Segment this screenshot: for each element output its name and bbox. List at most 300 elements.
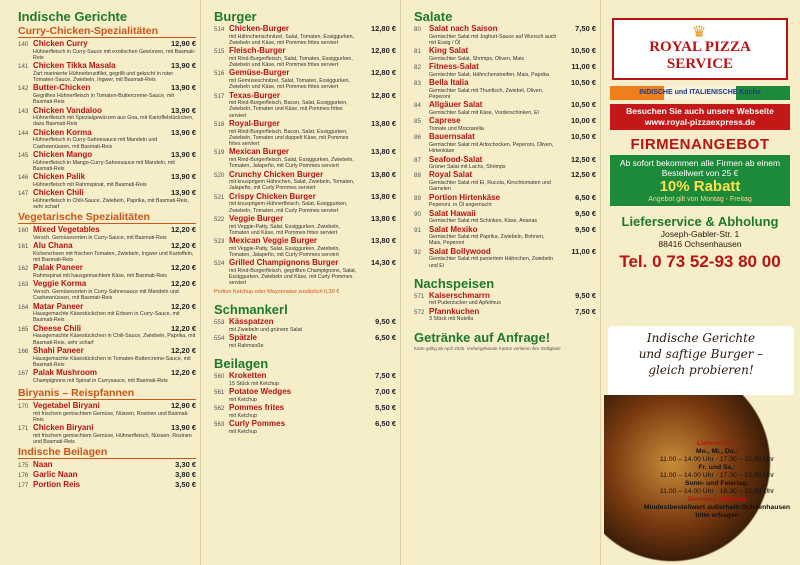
- item-name: Portion Hirtenkäse: [429, 193, 501, 202]
- menu-item[interactable]: [18, 151, 196, 172]
- menu-item[interactable]: [414, 171, 596, 192]
- firmenangebot-title: FIRMENANGEBOT: [630, 136, 770, 153]
- item-name: Vegetabel Biryani: [33, 402, 100, 410]
- validity-note: Karte gültig ab April 2025. Vorhergehende Karten verlieren ihre Gültigkeit!: [414, 345, 561, 351]
- item-description: Hühnerfleisch in Curry-Sahnesauce mit Mandeln und Cashewnüssen, mit Basmati-Reis: [33, 137, 158, 150]
- menu-item[interactable]: [414, 101, 596, 116]
- item-description: mit Zwiebeln und grünem Salat: [229, 327, 303, 334]
- logo-text-1: ROYAL PIZZA: [649, 39, 751, 55]
- menu-item-row: [18, 189, 196, 198]
- menu-item-row: [18, 481, 196, 490]
- item-number: 563: [214, 421, 225, 429]
- item-price: 7,50 €: [575, 24, 596, 33]
- menu-item-row: [214, 259, 396, 268]
- menu-item-row: [214, 237, 396, 246]
- menu-item-row: [214, 404, 396, 413]
- item-price: 13,80 €: [370, 147, 396, 157]
- section-heading: Biryanis – Reispfannen: [18, 387, 196, 400]
- menu-item-row: [414, 47, 596, 56]
- menu-item-row: [214, 47, 396, 56]
- section-heading: Burger: [214, 9, 257, 24]
- item-description: Hühnerfleisch in Curry-Sauce mit exotischen Gewürzen, mit Basmati-Reis: [33, 48, 196, 61]
- item-price: 13,90 €: [170, 172, 196, 182]
- item-description: 15 Stück mit Ketchup: [229, 380, 280, 387]
- item-price: 12,20 €: [170, 263, 196, 273]
- item-price: 9,50 €: [575, 208, 596, 218]
- item-number: 517: [214, 92, 225, 100]
- item-name: Chicken Biryani: [33, 424, 94, 432]
- item-name: Shahi Paneer: [33, 347, 84, 355]
- menu-item-row: [414, 194, 596, 203]
- item-price: 13,80 €: [370, 213, 396, 223]
- menu-item-row: [414, 63, 596, 72]
- menu-item[interactable]: [18, 347, 196, 368]
- menu-item-row: [18, 369, 196, 378]
- item-name: Salat Bollywood: [429, 247, 491, 256]
- item-number: 82: [414, 64, 421, 72]
- slogan-line-2: und saftige Burger –: [638, 347, 764, 361]
- item-price: 3,50 €: [175, 479, 196, 489]
- item-name: Bella Italia: [429, 79, 469, 87]
- menu-item-row: [18, 226, 196, 235]
- menu-item-row: [414, 171, 596, 180]
- item-description: Gemischter Salat mit Thunfisch, Zwiebel, Oliven, Peperoni: [429, 87, 544, 100]
- item-price: 7,50 €: [575, 306, 596, 316]
- menu-item[interactable]: [18, 84, 196, 105]
- item-price: 12,90 €: [170, 401, 196, 410]
- menu-item-row: [18, 424, 196, 433]
- menu-item[interactable]: [214, 171, 396, 192]
- item-number: 515: [214, 48, 225, 56]
- section-heading: Indische Beilagen: [18, 446, 196, 459]
- item-price: 9,50 €: [375, 317, 396, 327]
- item-number: 167: [18, 370, 29, 378]
- item-name: Pfannkuchen: [429, 307, 480, 316]
- menu-item-row: [214, 420, 396, 429]
- menu-item-row: [18, 461, 196, 470]
- item-description: Grüner Salat mit Lachs, Shrimps: [429, 164, 506, 171]
- item-price: 13,80 €: [370, 118, 396, 128]
- section-heading: Nachspeisen: [414, 275, 495, 291]
- menu-item[interactable]: [214, 69, 396, 90]
- menu-item[interactable]: [214, 334, 396, 349]
- item-number: 145: [18, 151, 29, 159]
- item-price: 11,00 €: [571, 62, 596, 72]
- item-name: Kaiserschmarrn: [429, 291, 490, 300]
- item-number: 86: [414, 134, 421, 142]
- hours-day-1: Mo., Mi., Do.:: [696, 448, 738, 455]
- menu-item[interactable]: [214, 193, 396, 214]
- item-number: 520: [214, 171, 225, 179]
- item-name: Butter-Chicken: [33, 84, 91, 92]
- item-description: Champignons mit Spinat in Currysauce, mit Basmati-Reis: [33, 377, 168, 384]
- item-price: 12,20 €: [170, 323, 196, 333]
- item-description: mit Ketchup: [229, 412, 257, 419]
- indische-gerichte-title: Indische Gerichte: [18, 9, 128, 24]
- hours-closed: Dienstag Ruhetag: [688, 496, 746, 503]
- menu-item-row: [18, 264, 196, 273]
- item-description: mit Rahmsoße: [229, 343, 264, 350]
- item-name: Chicken Mango: [33, 150, 93, 159]
- item-number: 85: [414, 118, 421, 126]
- item-description: Gemischter Salat mit Paprika, Zwiebeln, Bohnen, Mais, Peperoni: [429, 234, 545, 247]
- item-price: 14,30 €: [370, 258, 396, 268]
- item-description: mit Rind-Burgerfleisch, Salat, Essiggurken, Zwiebeln, Tomaten, Jalapeño, mit Curly Pommes serviert: [229, 156, 354, 170]
- item-number: 164: [18, 303, 29, 311]
- menu-item[interactable]: [414, 308, 596, 323]
- menu-item[interactable]: [414, 248, 596, 269]
- item-number: 561: [214, 389, 225, 397]
- item-description: Hühnerfleisch mit Rahmspinat, mit Basmati-Reis: [33, 181, 147, 188]
- menu-item-row: [18, 173, 196, 182]
- menu-item[interactable]: [18, 189, 196, 210]
- ketchup-note: Portion Ketchup oder Mayonnaise zusätzlich 0,30 €: [214, 289, 340, 296]
- item-price: 13,90 €: [170, 149, 196, 159]
- slogan-line-3: gleich probieren!: [648, 363, 754, 377]
- menu-item[interactable]: [414, 194, 596, 209]
- item-number: 521: [214, 193, 225, 201]
- item-description: mit knusprigem Hähnchen, Salat, Zwiebeln, Tomaten, Jalapeño, mit Curly Pommes serviert: [229, 179, 355, 192]
- min-order-note: bitte erfragen: [695, 512, 739, 519]
- menu-item-row: [214, 372, 396, 381]
- menu-item[interactable]: [18, 303, 196, 324]
- item-description: mit frischem gemischtem Gemüse, Nüssen, Rosinen und Basmati-Reis: [33, 410, 190, 423]
- menu-item[interactable]: [414, 292, 596, 307]
- menu-item[interactable]: [18, 461, 196, 470]
- item-number: 81: [414, 48, 421, 56]
- item-description: 3 Stück mit Nutella: [429, 316, 474, 323]
- item-price: 12,20 €: [170, 346, 196, 356]
- menu-item[interactable]: [18, 481, 196, 490]
- menu-item[interactable]: [18, 264, 196, 279]
- item-price: 13,90 €: [170, 83, 196, 93]
- item-price: 12,80 €: [370, 68, 396, 78]
- menu-item[interactable]: [214, 404, 396, 419]
- item-name: Spätzle: [229, 334, 258, 343]
- item-price: 13,90 €: [170, 423, 196, 433]
- firm-validity: Angebot gilt von Montag - Freitag: [648, 196, 752, 203]
- item-price: 13,90 €: [170, 188, 196, 198]
- delivery-title: Lieferservice & Abholung: [621, 214, 779, 229]
- item-price: 10,50 €: [570, 78, 596, 88]
- menu-item[interactable]: [18, 280, 196, 301]
- menu-item-row: [214, 215, 396, 224]
- menu-item[interactable]: [18, 40, 196, 61]
- item-number: 146: [18, 174, 29, 182]
- menu-item-row: [414, 210, 596, 219]
- item-number: 524: [214, 260, 225, 268]
- item-name: Fleisch-Burger: [229, 47, 286, 55]
- website-url[interactable]: www.royal-pizzaexpress.de: [644, 117, 756, 127]
- item-name: Mexican Veggie Burger: [229, 237, 318, 245]
- item-description: mit Ketchup: [229, 396, 257, 403]
- hours-day-3: Sonn- und Feiertag:: [684, 480, 750, 487]
- item-name: Alu Chana: [33, 242, 73, 250]
- item-description: mit Gemüseschnitzel, Salat, Tomaten, Essiggurken, Zwiebeln und Käse, mit Pommes frites serviert: [229, 77, 350, 91]
- menu-item[interactable]: [214, 420, 396, 435]
- firmenangebot-box: [610, 155, 790, 206]
- item-description: Hühnerfleisch in Mango-Curry-Sahnesauce mit Mandeln, mit Basmati-Reis: [33, 159, 175, 172]
- item-description: Gemischter Salat mit Ei, Rucola, Kirschtomaten und Garnelen: [429, 180, 551, 193]
- menu-item[interactable]: [18, 242, 196, 263]
- item-price: 6,50 €: [375, 333, 396, 343]
- menu-item[interactable]: [214, 388, 396, 403]
- firm-discount: 10% Rabatt: [659, 178, 741, 195]
- item-description: Versch. Gemüsesorten in Curry-Sauce, mit Basmati-Reis: [33, 234, 167, 241]
- menu-item-row: [214, 334, 396, 343]
- menu-item[interactable]: [18, 471, 196, 480]
- menu-item-row: [414, 25, 596, 34]
- menu-item[interactable]: [214, 372, 396, 387]
- item-number: 176: [18, 472, 29, 480]
- hours-time-2: 11.00 – 14.00 Uhr · 17.00 – 23.00 Uhr: [659, 472, 775, 479]
- menu-item-row: [414, 308, 596, 317]
- website-text: Besuchen Sie auch unsere Webseite: [626, 106, 774, 116]
- menu-item-row: [414, 117, 596, 126]
- menu-item-row: [214, 148, 396, 157]
- menu-item[interactable]: [18, 369, 196, 384]
- item-number: 571: [414, 292, 425, 300]
- menu-item[interactable]: [18, 129, 196, 150]
- menu-item[interactable]: [214, 120, 396, 147]
- item-description: Kichererbsen mit frischen Tomaten, Zwiebeln, Ingwer und Kartoffeln, mit Basmati-Reis: [33, 250, 194, 264]
- website-banner[interactable]: [610, 104, 790, 130]
- menu-item-row: [214, 388, 396, 397]
- menu-item[interactable]: [214, 237, 396, 258]
- item-price: 12,20 €: [170, 225, 196, 235]
- item-number: 522: [214, 215, 225, 223]
- item-price: 7,50 €: [375, 371, 396, 381]
- item-price: 9,50 €: [575, 224, 596, 234]
- menu-item-row: [18, 471, 196, 480]
- item-name: Garlic Naan: [33, 471, 78, 479]
- item-number: 162: [18, 265, 29, 273]
- item-number: 87: [414, 156, 421, 164]
- item-description: mit Rind-Burgerfleisch, gegrillten Champignons, Salat, Essiggurken, Zwiebeln und Käse, mit Curly Pommes serviert: [229, 267, 357, 287]
- item-price: 13,90 €: [170, 127, 196, 137]
- menu-item-row: [414, 133, 596, 142]
- menu-item[interactable]: [18, 424, 196, 445]
- item-name: Chicken Curry: [33, 40, 88, 48]
- item-description: Hühnerfleisch in Chili-Sauce, Zwiebeln, Paprika, mit Basmati-Reis, sehr scharf: [33, 197, 190, 210]
- item-description: Gemischter Salat mit Schinken, Käse, Ananas: [429, 218, 538, 225]
- item-number: 90: [414, 210, 421, 218]
- item-price: 7,00 €: [375, 387, 396, 397]
- item-name: Pommes frites: [229, 404, 285, 412]
- item-description: Gemischter Salat mit Käse, Vorderschinken, Ei: [429, 109, 539, 116]
- cuisine-banner: INDISCHE und ITALIENISCHE Küche: [610, 86, 790, 100]
- item-description: Gemischter Salat mit Joghurt-Sauce auf Wunsch auch mit Essig / Öl: [429, 33, 557, 46]
- item-name: Kroketten: [229, 372, 267, 380]
- item-name: Cheese Chili: [33, 324, 82, 333]
- item-name: Chicken Chili: [33, 189, 84, 197]
- item-number: 163: [18, 281, 29, 289]
- section-heading: Schmankerl: [214, 302, 288, 318]
- logo-text-2: SERVICE: [666, 56, 734, 72]
- item-name: Naan: [33, 461, 53, 469]
- item-name: Chicken Tikka Masala: [33, 62, 116, 70]
- menu-item[interactable]: [214, 25, 396, 46]
- menu-item[interactable]: [18, 173, 196, 188]
- address-street: Joseph-Gabler-Str. 1: [660, 229, 740, 239]
- menu-item-row: [214, 92, 396, 101]
- menu-item-row: [18, 84, 196, 93]
- menu-item[interactable]: [214, 92, 396, 119]
- item-number: 523: [214, 238, 225, 246]
- item-name: Salat Mexiko: [429, 225, 478, 234]
- item-name: Salat Hawaii: [429, 209, 476, 218]
- item-number: 175: [18, 462, 29, 470]
- item-description: mit Veggie-Patty, Salat, Essiggurken, Zwiebeln, Tomaten, Jalapeño, mit Curly Pommes serviert: [229, 245, 340, 258]
- item-number: 140: [18, 41, 29, 48]
- item-number: 516: [214, 70, 225, 78]
- menu-item[interactable]: [18, 226, 196, 241]
- slogan-line-1: Indische Gerichte: [646, 331, 756, 345]
- menu-item[interactable]: [214, 318, 396, 333]
- menu-item[interactable]: [414, 117, 596, 132]
- item-price: 12,50 €: [570, 154, 596, 164]
- menu-item[interactable]: [414, 79, 596, 100]
- item-number: 83: [414, 80, 421, 88]
- menu-item-row: [214, 120, 396, 129]
- item-description: Peperoni, in Öl angemacht: [429, 202, 492, 209]
- item-name: Palak Paneer: [33, 264, 83, 273]
- menu-item-row: [414, 79, 596, 88]
- item-description: Gemischter Salat, Hähnchenstreifen, Mais, Paprika: [429, 71, 550, 78]
- item-price: 12,20 €: [170, 279, 196, 289]
- item-number: 144: [18, 129, 29, 137]
- menu-item[interactable]: [414, 25, 596, 46]
- item-description: Gegrilltes Hühnerfleisch in Tomaten-Buttercreme-Sauce, mit Basmati-Reis: [33, 92, 174, 106]
- item-name: Chicken Vandaloo: [33, 106, 102, 115]
- menu-item[interactable]: [414, 47, 596, 62]
- item-price: 13,80 €: [370, 236, 396, 246]
- item-price: 6,50 €: [575, 192, 596, 202]
- item-name: Veggie Korma: [33, 280, 87, 289]
- item-price: 11,00 €: [571, 246, 596, 256]
- item-price: 13,90 €: [170, 61, 196, 71]
- item-description: Tomate und Mozzarella: [429, 125, 484, 132]
- item-price: 13,80 €: [370, 169, 396, 179]
- item-price: 12,20 €: [170, 368, 196, 378]
- menu-item-row: [18, 402, 196, 411]
- menu-item-row: [18, 347, 196, 356]
- item-name: Kässpatzen: [229, 318, 274, 327]
- royal-pizza-logo: [612, 18, 788, 80]
- hours-time-1: 11.00 – 14.00 Uhr · 17.00 – 22.00 Uhr: [659, 456, 775, 463]
- item-name: Potatoe Wedges: [229, 388, 292, 396]
- item-name: Palak Mushroom: [33, 369, 98, 377]
- menu-item[interactable]: [414, 210, 596, 225]
- item-number: 514: [214, 26, 225, 33]
- menu-item[interactable]: [18, 107, 196, 128]
- item-number: 560: [214, 373, 225, 381]
- menu-item-row: [214, 69, 396, 78]
- column-burger: [200, 0, 400, 565]
- item-description: Hausgemachte Käsestückchen in Chili-Sauce, Zwiebeln, Paprika, mit Basmati-Reis, sehr scharf: [33, 333, 196, 346]
- menu-item-row: [214, 318, 396, 327]
- menu-item[interactable]: [214, 215, 396, 236]
- item-name: King Salat: [429, 47, 469, 55]
- opening-hours: [642, 440, 792, 520]
- menu-item[interactable]: [214, 259, 396, 286]
- item-price: 10,50 €: [570, 46, 596, 56]
- menu-item-row: [214, 171, 396, 180]
- item-name: Grilled Champignons Burger: [229, 259, 339, 267]
- item-price: 3,80 €: [175, 470, 196, 480]
- menu-item[interactable]: [214, 148, 396, 169]
- menu-item[interactable]: [18, 325, 196, 346]
- item-number: 91: [414, 226, 421, 234]
- item-name: Crunchy Chicken Burger: [229, 170, 324, 179]
- item-price: 9,50 €: [575, 290, 596, 300]
- item-name: Salat nach Saison: [429, 25, 498, 33]
- item-name: Chicken Palik: [33, 173, 86, 181]
- item-number: 553: [214, 319, 225, 327]
- menu-item[interactable]: [414, 133, 596, 154]
- item-name: Crispy Chicken Burger: [229, 192, 316, 201]
- menu-item-row: [18, 280, 196, 289]
- column-salate: [400, 0, 600, 565]
- item-number: 171: [18, 425, 29, 433]
- crown-icon: ♛: [692, 24, 707, 41]
- item-price: 12,80 €: [370, 90, 396, 100]
- item-description: mit Hähnchenschnitzel, Salat, Tomaten, Essiggurken, Zwiebeln und Käse, mit Pommes frites serviert: [229, 33, 355, 46]
- item-price: 12,50 €: [570, 170, 596, 180]
- phone-number[interactable]: Tel. 0 73 52-93 80 00: [619, 252, 781, 271]
- item-number: 170: [18, 403, 29, 410]
- menu-item[interactable]: [214, 47, 396, 68]
- menu-item[interactable]: [414, 63, 596, 78]
- item-number: 141: [18, 63, 29, 71]
- item-name: Allgäuer Salat: [429, 101, 483, 109]
- item-description: mit Rind-Burgerfleisch, Bacon, Salat, Essiggurken, Zwiebeln, Tomaten und Käse, mit Pommes frites serviert: [229, 100, 348, 119]
- item-number: 142: [18, 85, 29, 93]
- menu-item-row: [18, 325, 196, 334]
- item-description: Hausgemachte Käsestückchen mit Erbsen in Curry-Sauce, mit Basmati-Reis: [33, 311, 180, 324]
- menu-item[interactable]: [414, 226, 596, 247]
- menu-item-row: [18, 303, 196, 312]
- menu-item-row: [414, 248, 596, 257]
- item-name: Chicken-Burger: [229, 25, 290, 33]
- item-name: Veggie Burger: [229, 214, 284, 223]
- menu-item-row: [18, 129, 196, 138]
- item-description: Gemischter Salat mit paniertem Hähnchen, Zwiebeln und Ei: [429, 256, 553, 269]
- item-price: 10,00 €: [570, 116, 596, 126]
- item-price: 13,80 €: [370, 191, 396, 201]
- menu-item[interactable]: [18, 402, 196, 423]
- item-description: Gemischter Salat mit Artischocken, Peperoni, Oliven, Hirtenkäse: [429, 141, 554, 155]
- item-number: 92: [414, 248, 421, 256]
- item-number: 166: [18, 348, 29, 356]
- item-number: 572: [414, 308, 425, 316]
- item-description: mit Rind-Burgerfleisch, Salat, Tomaten, Essiggurken, Zwiebeln und Käse, mit Pommes frites serviert: [229, 55, 353, 68]
- item-price: 10,50 €: [570, 132, 596, 142]
- menu-item-row: [414, 226, 596, 235]
- item-name: Curly Pommes: [229, 420, 286, 428]
- address-city: 88416 Ochsenhausen: [658, 239, 742, 249]
- item-number: 177: [18, 481, 29, 489]
- menu-item-row: [18, 40, 196, 49]
- item-price: 12,80 €: [370, 46, 396, 56]
- item-name: Seafood-Salat: [429, 155, 483, 164]
- menu-item-row: [214, 25, 396, 34]
- section-heading: Salate: [414, 9, 453, 24]
- menu-item[interactable]: [414, 156, 596, 171]
- item-description: Zart marinierte Hühnerbrustfilet, gegrillt und gekocht in roter Tomaten-Sauce, Zwiebeln, Ingwer, mit Basmati-Reis: [33, 70, 174, 83]
- item-number: 161: [18, 243, 29, 251]
- menu-item[interactable]: [18, 62, 196, 83]
